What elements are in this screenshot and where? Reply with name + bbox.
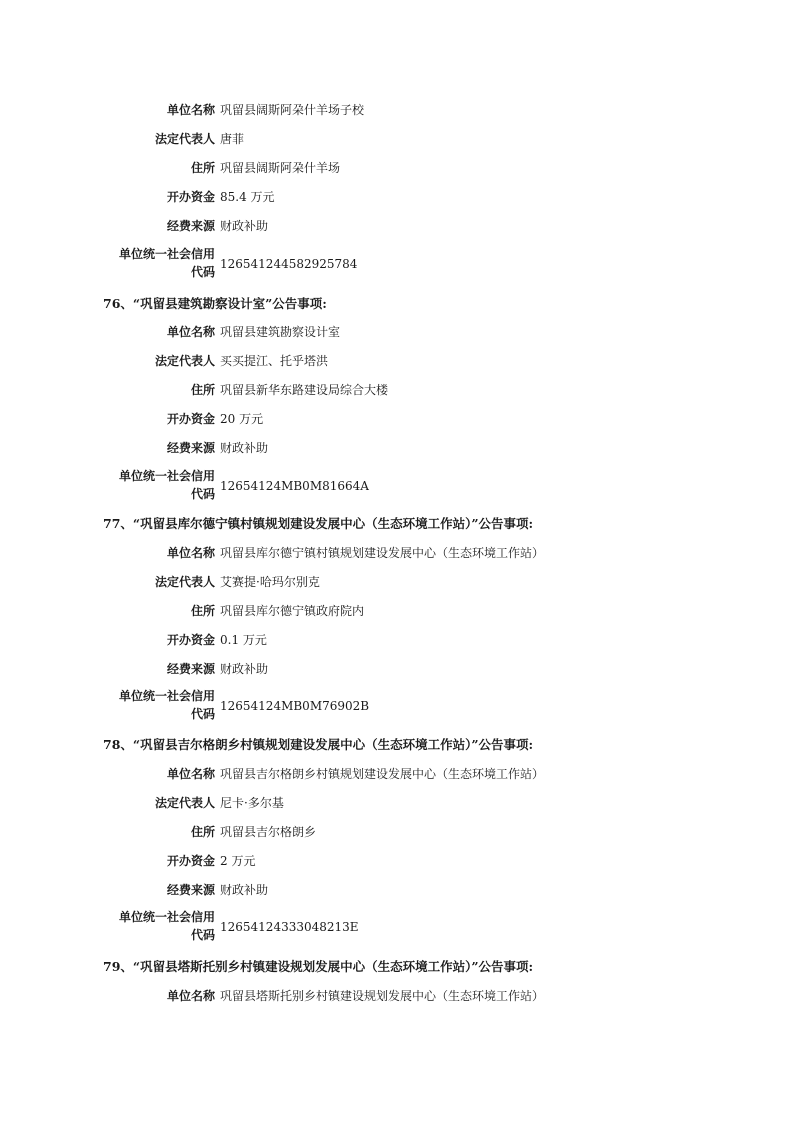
field-label: 法定代表人 bbox=[154, 796, 215, 810]
entry-code-row bbox=[0, 466, 793, 506]
entry-address-row bbox=[0, 380, 793, 400]
field-value: 巩留县新华东路建设局综合大楼 bbox=[220, 383, 389, 397]
field-value: 0.1 万元 bbox=[220, 633, 267, 647]
field-label: 住所 bbox=[190, 825, 215, 839]
field-label: 开办资金 bbox=[166, 633, 215, 647]
entry-funding-row bbox=[0, 659, 793, 679]
entry-name-row bbox=[0, 986, 793, 1006]
field-label: 单位名称 bbox=[166, 325, 215, 339]
field-value: 巩留县阔斯阿朶什羊场 bbox=[220, 161, 341, 175]
entry-code-row bbox=[0, 907, 793, 947]
field-label: 住所 bbox=[190, 604, 215, 618]
section-heading: 76、“巩留县建筑勘察设计室”公告事项: bbox=[103, 296, 327, 311]
field-value: 财政补助 bbox=[220, 441, 269, 455]
field-value: 财政补助 bbox=[220, 662, 269, 676]
field-label bbox=[119, 687, 215, 723]
entry-capital-row bbox=[0, 187, 793, 207]
field-label bbox=[119, 467, 215, 503]
label-line: 单位统一社会信用 bbox=[118, 247, 215, 261]
field-value: 12654124333048213E bbox=[220, 920, 359, 934]
field-value: 2 万元 bbox=[220, 854, 256, 868]
field-value: 巩留县建筑勘察设计室 bbox=[220, 325, 341, 339]
entry-rep-row bbox=[0, 572, 793, 592]
entry-capital-row bbox=[0, 851, 793, 871]
field-label: 单位名称 bbox=[166, 546, 215, 560]
label-line: 单位统一社会信用 bbox=[118, 910, 215, 924]
field-label: 经费来源 bbox=[166, 441, 215, 455]
entry-funding-row bbox=[0, 438, 793, 458]
entry-capital-row bbox=[0, 409, 793, 429]
field-value: 巩留县吉尔格朗乡村镇规划建设发展中心（生态环境工作站） bbox=[220, 767, 545, 781]
entry-address-row bbox=[0, 158, 793, 178]
entry-code-row bbox=[0, 244, 793, 284]
entry-funding-row bbox=[0, 880, 793, 900]
field-value: 唐菲 bbox=[220, 132, 245, 146]
entry-name-row bbox=[0, 543, 793, 563]
entry-address-row bbox=[0, 822, 793, 842]
field-value: 财政补助 bbox=[220, 883, 269, 897]
field-value: 12654124MB0M76902B bbox=[220, 699, 370, 713]
field-value: 尼卡·多尔基 bbox=[220, 796, 284, 810]
entry-rep-row bbox=[0, 351, 793, 371]
field-value: 12654124MB0M81664A bbox=[220, 479, 369, 493]
entry-name-row bbox=[0, 322, 793, 342]
label-line: 代码 bbox=[190, 928, 215, 942]
entry-rep-row bbox=[0, 129, 793, 149]
field-label: 开办资金 bbox=[166, 412, 215, 426]
field-value: 巩留县吉尔格朗乡 bbox=[220, 825, 317, 839]
entry-name-row bbox=[0, 764, 793, 784]
field-value: 买买提江、托乎塔洪 bbox=[220, 354, 329, 368]
label-line: 单位统一社会信用 bbox=[118, 469, 215, 483]
label-line: 代码 bbox=[190, 707, 215, 721]
field-value: 巩留县库尔德宁镇村镇规划建设发展中心（生态环境工作站） bbox=[220, 546, 545, 560]
field-label: 单位名称 bbox=[166, 103, 215, 117]
field-value: 20 万元 bbox=[220, 412, 264, 426]
entry-code-row bbox=[0, 686, 793, 726]
field-label: 经费来源 bbox=[166, 662, 215, 676]
field-label: 开办资金 bbox=[166, 854, 215, 868]
entry-name-row bbox=[0, 100, 793, 120]
entry-rep-row bbox=[0, 793, 793, 813]
entry-address-row bbox=[0, 601, 793, 621]
field-label bbox=[119, 908, 215, 944]
field-label: 经费来源 bbox=[166, 883, 215, 897]
label-line: 代码 bbox=[190, 265, 215, 279]
field-value: 巩留县库尔德宁镇政府院内 bbox=[220, 604, 365, 618]
field-value: 艾赛提·哈玛尔别克 bbox=[220, 575, 320, 589]
field-label: 开办资金 bbox=[166, 190, 215, 204]
field-label: 法定代表人 bbox=[154, 354, 215, 368]
section-heading: 77、“巩留县库尔德宁镇村镇规划建设发展中心（生态环境工作站）”公告事项: bbox=[103, 516, 534, 531]
field-label: 住所 bbox=[190, 383, 215, 397]
field-value: 126541244582925784 bbox=[220, 257, 358, 271]
section-heading: 79、“巩留县塔斯托别乡村镇建设规划发展中心（生态环境工作站）”公告事项: bbox=[103, 959, 534, 974]
field-value: 85.4 万元 bbox=[220, 190, 275, 204]
field-label: 法定代表人 bbox=[154, 575, 215, 589]
entry-funding-row bbox=[0, 216, 793, 236]
section-heading: 78、“巩留县吉尔格朗乡村镇规划建设发展中心（生态环境工作站）”公告事项: bbox=[103, 737, 534, 752]
field-label: 住所 bbox=[190, 161, 215, 175]
field-label: 经费来源 bbox=[166, 219, 215, 233]
entry-capital-row bbox=[0, 630, 793, 650]
field-label: 单位名称 bbox=[166, 989, 215, 1003]
field-value: 巩留县阔斯阿朶什羊场子校 bbox=[220, 103, 365, 117]
field-value: 财政补助 bbox=[220, 219, 269, 233]
label-line: 单位统一社会信用 bbox=[118, 689, 215, 703]
field-label bbox=[119, 245, 215, 281]
field-label: 法定代表人 bbox=[154, 132, 215, 146]
label-line: 代码 bbox=[190, 487, 215, 501]
field-value: 巩留县塔斯托别乡村镇建设规划发展中心（生态环境工作站） bbox=[220, 989, 545, 1003]
field-label: 单位名称 bbox=[166, 767, 215, 781]
